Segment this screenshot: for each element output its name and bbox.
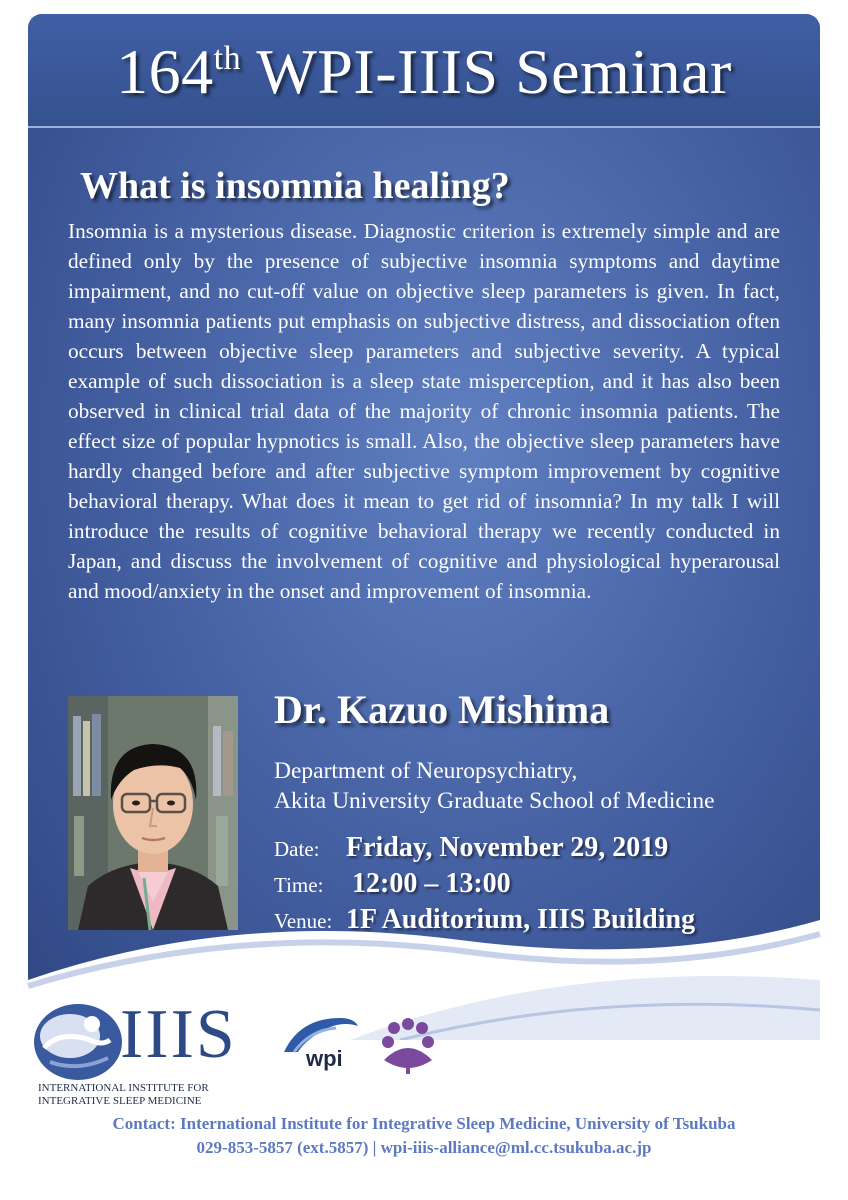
date-row (274, 832, 695, 868)
speaker-department: Department of Neuropsychiatry, (274, 758, 578, 784)
seminar-title-rest: WPI-IIIS Seminar (256, 36, 732, 107)
date-value: Friday, November 29, 2019 (346, 832, 669, 863)
iiis-sleeping-figure-logo (30, 1000, 125, 1082)
time-label: Time: (274, 873, 324, 897)
venue-value: 1F Auditorium, IIIS Building (346, 904, 696, 935)
contact-phone-email: 029-853-5857 (ext.5857) | wpi-iiis-alliance@ml.cc.tsukuba.ac.jp (196, 1138, 652, 1157)
wpi-logo-text: wpi (306, 1046, 343, 1071)
speaker-photo (68, 696, 238, 930)
talk-title: What is insomnia healing? (80, 165, 510, 207)
speaker-name: Dr. Kazuo Mishima (274, 687, 610, 732)
time-row (274, 868, 695, 904)
seminar-title (28, 36, 820, 107)
title-band (28, 14, 820, 128)
seminar-ordinal: th (213, 40, 242, 77)
speaker-university: Akita University Graduate School of Medicine (274, 788, 715, 814)
poster-panel (28, 14, 820, 1034)
speaker-photo-image (68, 696, 238, 930)
talk-abstract: Insomnia is a mysterious disease. Diagnostic criterion is extremely simple and are defined only by the presence of subjective insomnia symptoms and daytime impairment, and no cut-off value on objective sleep parameters is given. In fact, many insomnia patients put emphasis on subjective distress, and dissociation often occurs between objective sleep parameters and subjective severity. A typical example of such dissociation is a sleep state misperception, and it has also been observed in clinical trial data of the majority of chronic insomnia patients. The effect size of popular hypnotics is small. Also, the objective sleep parameters have hardly changed before and after subjective symptom improvement by cognitive behavioral therapy. What does it mean to get rid of insomnia? In my talk I will introduce the results of cognitive behavioral therapy we recently conducted in Japan, and discuss the involvement of cognitive and physiological hyperarousal and mood/anxiety in the onset and improvement of insomnia. (68, 219, 780, 603)
seminar-number: 164 (116, 36, 214, 107)
contact-line: Contact: International Institute for Integrative Sleep Medicine, University of Tsukuba (112, 1114, 736, 1133)
iiis-logo-text: IIIS (120, 996, 237, 1073)
date-label: Date: (274, 837, 320, 861)
venue-label: Venue: (274, 909, 333, 933)
iiis-logo-caption: INTERNATIONAL INSTITUTE FOR INTEGRATIVE SLEEP MEDICINE (38, 1082, 209, 1107)
time-value: 12:00 – 13:00 (352, 868, 511, 899)
paulownia-crest-icon (376, 1016, 440, 1080)
